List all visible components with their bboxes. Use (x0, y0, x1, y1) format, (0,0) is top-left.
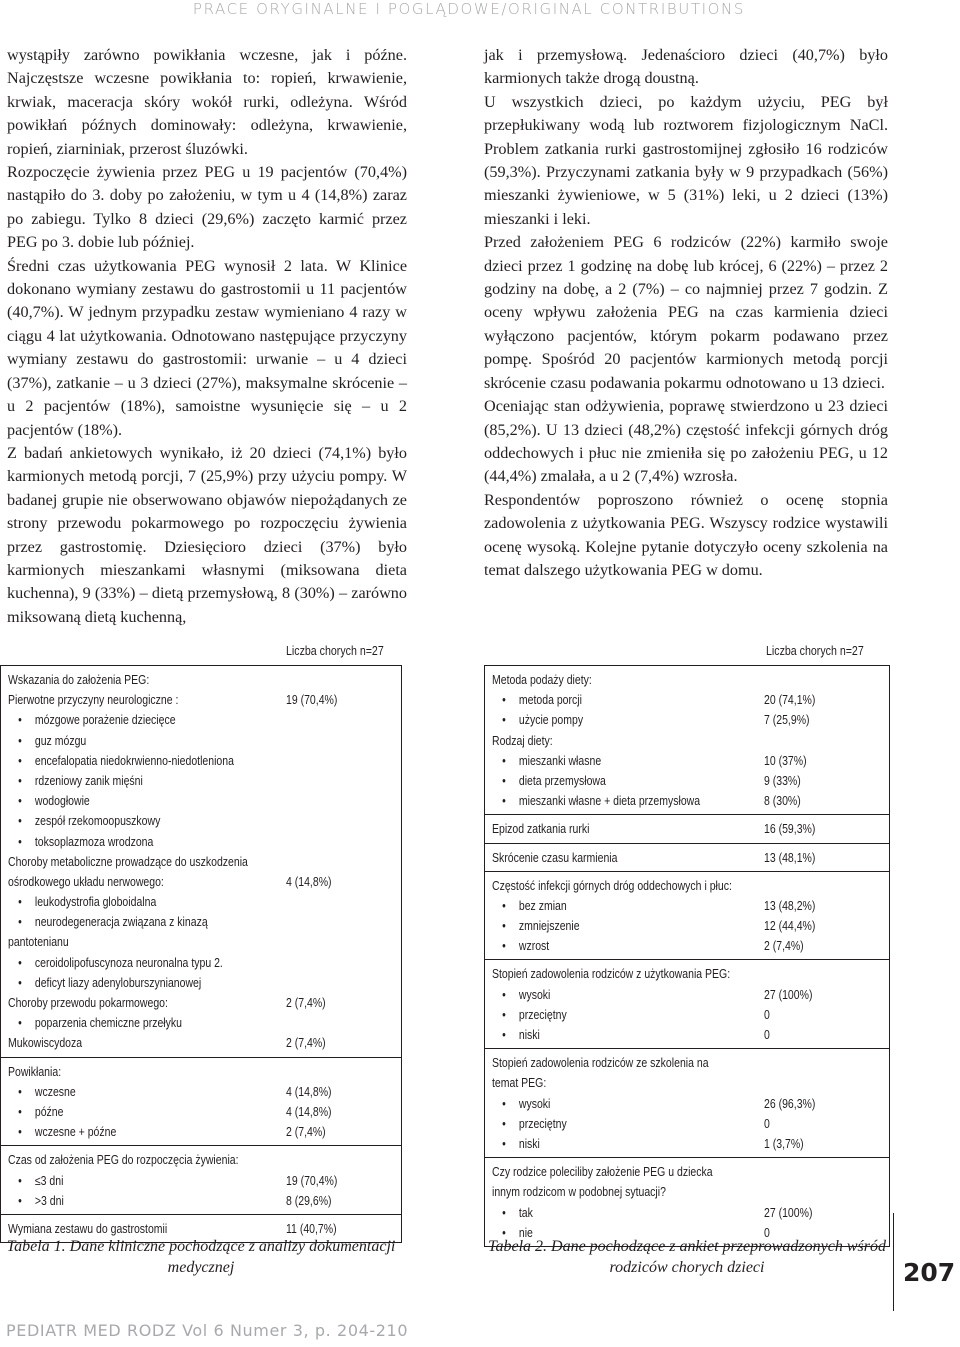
row-value: 1 (3,7%) (764, 1136, 804, 1151)
table-row (8, 872, 397, 892)
paragraph: Przed założeniem PEG 6 rodziców (22%) karmiło swoje dzieci przez 1 godzinę na dobę lub krócej, 6 (22%) – przez 2 godziny na dobę, a 2 (7%) – co najmniej przez 7 godzin. Z oceny wpływu założenia PEG na czas karmienia dzieci wyłączono pacjentów, którym pokarm podawano przez pompę. Spośród 20 pacjentów karmionych metodą porcji skrócenie czasu podawania pokarmu odnotowano u 13 dzieci. (484, 233, 888, 392)
table-row (492, 896, 885, 916)
row-value: 4 (14,8%) (286, 1084, 332, 1099)
table-row (8, 1013, 397, 1033)
row-value: 16 (59,3%) (764, 822, 816, 837)
table-row (492, 1073, 885, 1093)
table-section (0, 666, 402, 1058)
row-value: 8 (29,6%) (286, 1193, 332, 1208)
row-label: Rodzaj diety: (492, 733, 553, 748)
table-row (8, 1033, 397, 1053)
row-label: • leukodystrofia globoidalna (8, 892, 242, 912)
row-label: • wczesne + późne (8, 1122, 242, 1142)
row-value: 27 (100%) (764, 987, 813, 1002)
table-row (492, 936, 885, 956)
row-label: Pierwotne przyczyny neurologiczne : (8, 693, 179, 708)
table-row (8, 973, 397, 993)
table-row (492, 1025, 885, 1045)
table-section (484, 844, 890, 872)
row-label: • toksoplazmoza wrodzona (8, 832, 242, 852)
table-row (8, 811, 397, 831)
paragraph: Respondentów poproszono również o ocenę stopnia zadowolenia z użytkowania PEG. Wszyscy rodzice wystawili ocenę wysoką. Kolejne pytanie dotyczyło oceny szkolenia na temat dalszego użytkowania PEG w domu. (484, 490, 888, 579)
running-header: PRACE ORYGINALNE I POGLĄDOWE/ORIGINAL CONTRIBUTIONS (192, 0, 745, 18)
paragraph: wystąpiły zarówno powikłania wczesne, jak i późne. Najczęstsze wczesne powikłania to: ropień, krwawienie, krwiak, maceracja skóry wokół rurki, odleżyna. Wśród powikłań późnych dominowały: odleżyna, krwawienie, ropień, ziarniniak, przerost śluzówki. (7, 46, 407, 158)
paragraph: jak i przemysłową. Jedenaściorо dzieci (40,7%) było karmionych także drogą doustną. (484, 46, 888, 88)
table-row (8, 932, 397, 952)
row-label: • wzrost (492, 936, 720, 956)
row-value: 10 (37%) (764, 753, 807, 768)
table-row (492, 1114, 885, 1134)
row-label: • encefalopatia niedokrwienno-niedotleniona (8, 751, 242, 771)
row-label: • dieta przemysłowa (492, 771, 720, 791)
row-value: 0 (764, 1225, 770, 1240)
table-row (492, 876, 885, 896)
row-label: • metoda porcji (492, 690, 720, 710)
table-row (492, 985, 885, 1005)
table-section (484, 666, 890, 815)
table-row (492, 819, 885, 839)
row-label: Stopień zadowolenia rodziców z użytkowania PEG: (492, 967, 731, 982)
table-row (8, 791, 397, 811)
row-label: ośrodkowego układu nerwowego: (8, 874, 164, 889)
row-label: • mieszanki własne + dieta przemysłowa (492, 791, 720, 811)
row-label: • >3 dni (8, 1191, 242, 1211)
row-label: • mieszanki własne (492, 751, 720, 771)
row-label: Stopień zadowolenia rodziców ze szkolenia na (492, 1056, 709, 1071)
table-row (492, 1005, 885, 1025)
table-row (8, 690, 397, 710)
table-row (8, 771, 397, 791)
table-row (8, 1122, 397, 1142)
table-row (492, 1182, 885, 1202)
row-value: 7 (25,9%) (764, 713, 810, 728)
paragraph: Z badań ankietowych wynikało, iż 20 dzieci (74,1%) było karmionych metodą porcji, 7 (25,9%) przy użyciu pompy. W badanej grupie nie obserwowano objawów niepożądanych ze strony przewodu pokarmowego po rozpoczęciu żywienia przez gastrostomię. Dziesięcioro dzieci (37%) było karmionych mieszankami własnymi (miksowana dieta kuchenna), 9 (33%) – dietą przemysłową, 8 (30%) – zarówno miksowaną dietą kuchenną, (7, 443, 407, 626)
table-row (492, 791, 885, 811)
table-row (492, 1203, 885, 1223)
row-label: Powikłania: (8, 1064, 62, 1079)
row-label: • poparzenia chemiczne przełyku (8, 1013, 242, 1033)
row-label: • późne (8, 1102, 242, 1122)
row-label: Wymiana zestawu do gastrostomii (8, 1221, 168, 1236)
row-label: • zmniejszenie (492, 916, 720, 936)
table-row (492, 1053, 885, 1073)
table-2-caption: Tabela 2. Dane pochodzące z ankiet przeprowadzonych wśród rodziców chorych dzieci (488, 1238, 886, 1276)
table-section (0, 1146, 402, 1215)
paragraph: U wszystkich dzieci, po każdym użyciu, PEG był przepłukiwany wodą lub roztworem fizjologicznym NaCl. Problem zatkania rurki gastrostomijnej zgłosiło 16 rodziców (59,3%). Przyczynami zatkania były w 9 przypadkach (56%) mieszanki żywieniowe, w 5 (31%) leki, u 2 dzieci (13%) mieszanki i leki. (484, 92, 888, 228)
row-value: 19 (70,4%) (286, 693, 338, 708)
row-label: Epizod zatkania rurki (492, 822, 590, 837)
table-1 (0, 637, 402, 1243)
table-row (8, 1102, 397, 1122)
row-value: 0 (764, 1007, 770, 1022)
table-row (8, 710, 397, 730)
row-label: Choroby metaboliczne prowadzące do uszkodzenia (8, 854, 248, 869)
table-2 (484, 637, 890, 1247)
row-label: Częstość infekcji górnych dróg oddechowych i płuc: (492, 878, 732, 893)
table-row (492, 1094, 885, 1114)
table-row (8, 993, 397, 1013)
table-row (492, 916, 885, 936)
row-label: Czy rodzice poleciliby założenie PEG u dziecka (492, 1165, 713, 1180)
row-value: 12 (44,4%) (764, 919, 816, 934)
table-row (8, 852, 397, 872)
row-value: 2 (7,4%) (764, 939, 804, 954)
row-value: 2 (7,4%) (286, 1125, 326, 1140)
row-label: Metoda podaży diety: (492, 673, 592, 687)
row-value: 0 (764, 1028, 770, 1042)
page-number-rule (893, 1213, 894, 1311)
row-label: • neurodegeneracja związana z kinazą (8, 912, 242, 932)
journal-footer: PEDIATR MED RODZ Vol 6 Numer 3, p. 204-210 (6, 1321, 409, 1340)
table-row (492, 964, 885, 984)
table-row (492, 1134, 885, 1154)
row-value: 4 (14,8%) (286, 1104, 332, 1119)
table-row (8, 1082, 397, 1102)
table-row (492, 771, 885, 791)
row-label: innym rodzicom w podobnej sytuacji? (492, 1185, 666, 1200)
row-label: • tak (492, 1203, 720, 1223)
row-label: temat PEG: (492, 1076, 547, 1091)
page-number: 207 (903, 1258, 956, 1287)
table-row (8, 731, 397, 751)
table-header (0, 637, 402, 666)
table-row (8, 953, 397, 973)
row-label: • ceroidolipofuscynoza neuronalna typu 2. (8, 953, 242, 973)
row-label: pantotenianu (8, 935, 69, 950)
row-value: 19 (70,4%) (286, 1173, 338, 1188)
table-section (484, 872, 890, 961)
column-header: Liczba chorych n=27 (286, 644, 384, 658)
table-section (484, 815, 890, 843)
table-row (492, 670, 885, 690)
row-label: • wysoki (492, 1094, 720, 1114)
row-value: 8 (30%) (764, 794, 801, 809)
row-value: 20 (74,1%) (764, 693, 816, 708)
row-value: 4 (14,8%) (286, 874, 332, 889)
row-value: 2 (7,4%) (286, 1036, 326, 1051)
row-value: 11 (40,7%) (286, 1221, 337, 1236)
table-1-caption: Tabela 1. Dane kliniczne pochodzące z analizy dokumentacji medycznej (6, 1238, 396, 1276)
row-label: • wodogłowie (8, 791, 242, 811)
row-label: • deficyt liazy adenyloburszynianowej (8, 973, 242, 993)
row-label: • przeciętny (492, 1005, 720, 1025)
row-value: 13 (48,1%) (764, 850, 816, 865)
right-text-column (484, 44, 888, 582)
row-label: • niski (492, 1134, 720, 1154)
table-row (8, 1191, 397, 1211)
table-row (8, 832, 397, 852)
row-label: • użycie pompy (492, 710, 720, 730)
table-row (492, 710, 885, 730)
paragraph: Rozpoczęcie żywienia przez PEG u 19 pacjentów (70,4%) nastąpiło do 3. doby po założeniu, w tym u 4 (14,8%) zaraz po zabiegu. Tylko 8 dzieci (29,6%) zaczęto karmić przez PEG po 3. dobie lub później. (7, 163, 407, 252)
row-label: • bez zmian (492, 896, 720, 916)
row-label: • nie (492, 1223, 720, 1243)
row-label: • wysoki (492, 985, 720, 1005)
table-row (8, 1150, 397, 1170)
row-value: 0 (764, 1116, 770, 1131)
table-section (484, 1158, 890, 1247)
table-row (492, 731, 885, 751)
row-label: • guz mózgu (8, 731, 242, 751)
table-section (484, 1049, 890, 1158)
table-row (492, 848, 885, 868)
row-value: 13 (48,2%) (764, 898, 816, 913)
row-label: • mózgowe porażenie dziecięce (8, 710, 242, 730)
row-label: • przeciętny (492, 1114, 720, 1134)
row-value: 26 (96,3%) (764, 1096, 816, 1111)
row-label: • zespół rzekomoopuszkowy (8, 811, 242, 831)
row-value: 27 (100%) (764, 1205, 813, 1220)
table-row (8, 670, 397, 690)
table-section (0, 1058, 402, 1147)
row-label: Choroby przewodu pokarmowego: (8, 996, 168, 1010)
row-label: • ≤3 dni (8, 1171, 242, 1191)
paragraph: Średni czas użytkowania PEG wynosił 2 lata. W Klinice dokonano wymiany zestawu do gastrostomii u 11 pacjentów (40,7%). W jednym przypadku zestaw wymieniano 4 razy w ciągu 4 lat użytkowania. Odnotowano następujące przyczyny wymiany zestawu do gastrostomii: urwanie – u 4 dzieci (37%), zatkanie – u 3 dzieci (27%), maksymalne skrócenie – u 2 pacjentów (18%), samoistne wysunięcie się – u 2 pacjentów (18%). (7, 256, 407, 439)
row-label: • wczesne (8, 1082, 242, 1102)
row-value: 9 (33%) (764, 773, 801, 788)
row-label: Mukowiscydoza (8, 1036, 83, 1051)
row-label: Skrócenie czasu karmienia (492, 850, 618, 865)
table-header (484, 637, 890, 666)
table-section (484, 960, 890, 1049)
paragraph: Oceniając stan odżywienia, poprawę stwierdzono u 23 dzieci (85,2%). U 13 dzieci (48,2%) częstość infekcji górnych dróg oddechowych i płuc nie zmieniła się po założeniu PEG, u 12 (44,4%) zmalała, a u 2 (7,4%) wzrosła. (484, 397, 888, 486)
table-row (8, 1062, 397, 1082)
row-label: • niski (492, 1025, 720, 1045)
column-header: Liczba chorych n=27 (766, 644, 864, 658)
left-text-column (7, 44, 407, 629)
row-value: 2 (7,4%) (286, 996, 326, 1010)
row-label: Czas od założenia PEG do rozpoczęcia żywienia: (8, 1153, 239, 1168)
table-row (8, 912, 397, 932)
table-row (492, 751, 885, 771)
table-row (492, 690, 885, 710)
row-label: Wskazania do założenia PEG: (8, 673, 150, 687)
table-row (8, 1171, 397, 1191)
row-label: • rdzeniowy zanik mięśni (8, 771, 242, 791)
table-row (8, 751, 397, 771)
table-row (492, 1162, 885, 1182)
table-row (8, 892, 397, 912)
